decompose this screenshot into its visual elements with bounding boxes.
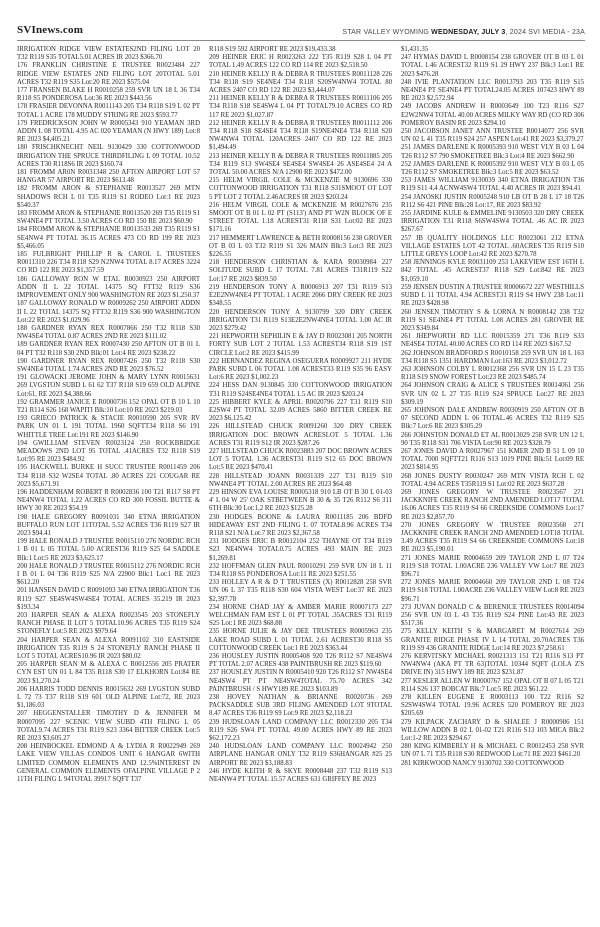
record-entry: 196 HADDENHAM ROBERT R R0002836 100 T21 R117 S8 PT NE4NW4 TOTAL 1.22 ACRES CO RD 300 FOSSIL BUTTE & HWY 30 RE 2023 $54.19 [17, 488, 200, 513]
record-entry: 225 HIBBERT KYLE & APRIL R0020796 227 T31 R119 S10 E2SW4 PT TOTAL 32.09 ACRES 5860 BITTER CREEK RE 2023 $6,125.42 [209, 398, 392, 423]
record-entry: 220 HENDERSON TONY A 9130799 320 DRY CREEK IRRIGATION T31 R119 S13E2E2NW4NE4 TOTAL 1.00 AC IR 2023 $279.42 [209, 308, 392, 332]
record-entry: 215 HELM VIRGIL COLE & MCKENZIE M 9130696 330 COTTONWOOD IRRIGATION T31 R118 S31SMOOT OT LOT 5 PT LOT 2 TOTAL 2.46ACRES IR 2023 $203.24 [209, 177, 392, 201]
tax-notice-columns [17, 41, 585, 784]
record-entry: 264 JOHNSON CRAIG & ALICE S TRUSTEES R0014061 256 SVR UN 02 L 27 T35 R119 S24 SPRUCE Lot:27 RE 2023 $309.19 [401, 382, 584, 406]
record-entry: 234 HORNE CHAD JAY & AMBER MARIE R0007173 227 WELCHMAN FAM EST L 01 PT TOTAL .35ACRES T31 R119 S25 Lot:1 RE 2023 $68.88 [209, 603, 392, 628]
record-entry: 228 HILLSTEAD JOANN R0031339 227 T31 R119 S10 NW4NE4 PT TOTAL 2.00 ACRES RE 2023 $64.48 [209, 472, 392, 488]
record-entry: 269 JONES GREGORY W TRUSTEE R0023567 271 JACKKNIFE CREEK RANCH 2ND AMENDED LOT17 TOTAL 16.06 ACRES T35 R119 S4 66 CREEKSIDE COMMONS Lot:17 RE 2023 $2,857.70 [401, 488, 584, 521]
record-entry: 255 JARDINE KULE & EMMELINE 9130503 320 DRY CREEK IRRIGATION T31 R118 S6SW4SW4 TOTAL .46 AC IR 2023 $267.67 [401, 210, 584, 234]
notice-column-3 [401, 46, 584, 784]
record-entry: 179 FREDRICKSON JOHN W R0005343 910 YEAMAN 3RD ADDN L 08 TOTAL 4.95 AC 020 YEAMAN (N HWY 189) Lot:8 RE 2023 $4,405.21 [17, 119, 200, 144]
masthead [17, 0, 585, 41]
record-entry: 192 GRAMMER JANICE E R0000736 152 OPAL OT B 10 L 10 T21 R114 S26 168 WAPITI Blk:10 Lot:10 RE 2023 $219.03 [17, 398, 200, 414]
issue-date: WEDNESDAY, JULY 3 [431, 29, 506, 36]
record-entry: 248 IVIE PLANTATION LLC R0013793 203 T35 R119 S15 NE4NE4 PT SE4NE4 PT TOTAL24.05 ACRES 107423 HWY 89 RE 2023 $2,572.94 [401, 78, 584, 103]
record-entry: IRRIGATION RIDGE VIEW ESTATES2ND FILING LOT 20 T32 R119 S35 TOTAL5.01 ACRES IR 2023 $366.70 [17, 46, 200, 62]
record-entry: 177 FRANSEN BLAKE H R0010258 259 SVR UN 18 L 36 T34 R118 S5 PONDEROSA Lot:36 RE 2023 $443.56 [17, 87, 200, 103]
record-entry: 203 HARPER SEAN & ALEXA R0023545 203 STONEFLY RANCH PHASE II LOT 5 TOTAL10.96 ACRES T35 R119 S24 STONEFLY Lot:5 RE 2023 $979.64 [17, 612, 200, 636]
record-entry: 176 FRANKLIN CHRISTINE E TRUSTEE R0023484 227 RIDGE VIEW ESTATES 2ND FILING LOT 20TOTAL 5.01 ACRES T32 R119 S35 Lot:20 RE 2023 $575.04 [17, 62, 200, 86]
issue-line [342, 29, 585, 36]
record-entry: 209 HEINER ERIC H R0023263 222 T35 R119 S28 L 04 PT TOTAL 1.49 ACRES 122 CO RD 114 RE 2023 $2,518.50 [209, 54, 392, 70]
record-entry: 193 GRIECO PATRICK & STACIE R0010590 205 SVR RV PARK UN 01 L 191 TOTAL 1960 SQFTT34 R118 S6 191 WHITTLE TREE Lot:191 RE 2023 $146.90 [17, 415, 200, 439]
record-entry: 230 HODGES BOONE & LAURA R0011185 206 BDFD HIDEAWAY EST 2ND FILING L 07 TOTAL8.96 ACRES T34 R118 S21 N/A Lot:7 RE 2023 $2,367.58 [209, 513, 392, 537]
record-entry: 212 HEINER KELLY R & DEBRA R TRUSTEES R0011112 206 T34 R118 S18 SE4SE4 T34 R118 S19NE4NE4 T34 R118 S20 NW4NW4 TOTAL 120ACRES 2407 CO RD 122 RE 2023 $1,494.49 [209, 119, 392, 152]
record-entry: 201 HANSEN DAVID C R0091093 340 ETNA IRRIGATION T36 R119 S27 SE4SW4SW4SE4 TOTAL ACRES 35.219 IR 2023 $193.34 [17, 587, 200, 611]
notice-column-1 [17, 46, 200, 784]
record-entry: 273 JUVAN DONALD C & BERENICE TRUSTEES R0014094 256 SVR UN 03 L 43 T35 R119 S24 PINE Lot:43 RE 2023 $517.36 [401, 603, 584, 628]
record-entry: 240 HUDSLOAN LAND COMPANY LLC R0024942 250 AIRPLANE HANGAR ONLY T32 R119 S36HANGAR #25 25 AIRPORT RE 2023 $3,188.83 [209, 743, 392, 767]
record-entry: 267 JONES DAVID A R0027967 151 KMER 2ND B 51 L 09 10 TOTAL 7000 SQFTT21 R116 S13 1019 PINE Blk:51 Lot:09 RE 2023 $814.95 [401, 447, 584, 472]
record-entry: 217 HEMMERT LAWRENCE & BETH R0008156 238 GROVER OT B 03 L 03 T32 R119 S1 326 MAIN Blk:3 Lot:3 RE 2023 $226.55 [209, 234, 392, 259]
record-entry: 183 FROMM ARON & STEPHANIE R0013520 269 T35 R119 S1 SW4NE4 PT TOTAL 3.50 ACRES CO RD 150 RE 2023 $60.90 [17, 210, 200, 226]
record-entry: 270 JONES GREGORY W TRUSTEE R0023568 271 JACKKNIFE CREEK RANCH 2ND AMENDED LOT18 TOTAL 3.49 ACRES T35 R119 S4 66 CREEKSIDE COMMONS Lot:18 RE 2023 $5,190.01 [401, 521, 584, 554]
record-entry: 247 HYMAS DAVID L R0008154 238 GROVER OT B 03 L 01 TOTAL 1.46 ACREST32 R119 S1 29 HWY 237 Blk:3 Lot:1 RE 2023 $476.28 [401, 54, 584, 78]
record-entry: 188 GARDNER RYAN REX R0007866 250 T32 R118 S30 NW4SE4 TOTAL 0.87 ACRES 2ND RE 2023 $111.02 [17, 324, 200, 341]
record-entry: 178 FRASIER DEVONNA R0011143 205 T34 R118 S19 L 02 PT TOTAL 1 ACRE 178 MUDDY STRING RE 2023 $593.77 [17, 103, 200, 119]
record-entry: 207 HEGGENSTALLER TIMOTHY D & JENNIFER M R0007095 227 SCENIC VIEW SUBD 4TH FILING L 05 TOTAL9.74 ACRES T31 R119 S23 3364 BITTER CREEK Lot:5 RE 2023 $3,605.27 [17, 710, 200, 743]
record-entry: 210 HEINER KELLY R & DEBRA R TRUSTEES R0011128 226 T34 R118 S19 SE4NE4 T34 R118 S20SW4NW4 TOTAL 80 ACRES 2407 CO RD 122 RE 2023 $3,444.07 [209, 70, 392, 95]
record-entry: 262 JOHNSON BRADFORD S R0010158 259 SVR UN 18 L 163 T34 R118 S5 1351 HARDMAN Lot:163 RE 2023 $3,012.72 [401, 349, 584, 365]
record-entry: 276 KERVITSKY MICHAEL R0021313 151 T21 R116 S13 PT NW4NW4 (AKA PT TR 63)TOTAL 10344 SQFT (LOLA Z'S DRIVE IN) 315 HWY 189 RE 2023 $231.87 [401, 653, 584, 677]
record-entry: 272 JONES MARIE R0004660 209 TAYLOR 2ND L 08 T24 R119 S18 TOTAL 1.00ACRE 236 VALLEY VIEW Lot:8 RE 2023 $96.71 [401, 579, 584, 603]
record-entry: 200 HALE RONALD J TRUSTEE R0015112 276 NORDIC RCH I B 01 L 04 T36 R119 S25 N/A 22900 Blk:1 Lot:1 RE 2023 $612.20 [17, 562, 200, 587]
record-entry: 184 FROMM ARON & STEPHANIE R0013533 269 T35 R119 S1 SE4NW4 PT TOTAL 36.15 ACRES 473 CO RD 199 RE 2023 $5,466.05 [17, 226, 200, 250]
record-entry: 198 HALE GREGORY R0091031 340 ETNA IRRIGATION BUFFALO RUN LOT 11TOTAL 5.52 ACRES T36 R119 S27 IR 2023 $94.41 [17, 513, 200, 537]
record-entry: 233 HOLLEY A R & D T TRUSTEES (X) R0012828 258 SVR UN 06 L 37 T35 R118 S30 604 VISTA WEST Lot:37 RE 2023 $2,397.78 [209, 579, 392, 603]
record-entry: 195 HACKWELL BURKE H SUCC TRUSTEE R0011459 206 T34 R118 S32 W2SE4 TOTAL .80 ACRES 221 COUGAR RE 2023 $5,671.91 [17, 464, 200, 488]
record-entry: 253 JAMES WILLIAM 9130039 340 ETNA IRRIGATION T36 R119 S11 4.4 ACNW4SW4 TOTAL 4.40 ACRES IR 2023 $94.41 [401, 177, 584, 193]
record-entry: 226 HILLSTEAD CHUCK R0091260 320 DRY CREEK IRRIGATION DOC BROWN ACRESLOT 5 TOTAL 1.36 ACRES T31 R119 S12 IR 2023 $287.26 [209, 423, 392, 447]
record-entry: 213 HEINER KELLY R & DEBRA R TRUSTEES R0011885 205 T34 R119 S13 SW4SE4 SE4SE4 SW4SE4 26 ASE4SE4 24 A TOTAL 50.00 ACRES N/A 12900 RE 2023 $472.00 [209, 152, 392, 177]
record-entry: 218 HENDERSON CHRISTIAN & KARA R0030984 227 SOLITUDE SUBD L 17 TOTAL 7.81 ACRES T31R119 S22 Lot:17 RE 2023 $839.50 [209, 259, 392, 283]
record-entry: 252 JAMES DARLENE K R0005392 910 WEST VLY B 03 L 05 T26 R112 S7 SMOKETREE Blk:3 Lot:5 RE 2023 $63.52 [401, 160, 584, 177]
record-entry: 232 HOFFMAN GLEN PAUL R0010291 259 SVR UN 18 L 11 T34 R118 S5 PONDEROSA Lot:11 RE 2023 $251.55 [209, 562, 392, 578]
issue-line-pre: STAR VALLEY WYOMING [342, 29, 432, 36]
record-entry: 180 FRISCHKNECHT NEIL 9130429 330 COTTONWOOD IRRIGATION THE SPRUCE THIRDFILING L 09 TOTAL 10.52 ACRES T30 R118S6 IR 2023 $160.74 [17, 144, 200, 168]
record-entry: 281 KIRKWOOD NANCY 9130702 330 COTTONWOOD [401, 759, 564, 767]
record-entry: R118 S19 592 AIRPORT RE 2023 $19,433.38 [209, 46, 336, 53]
record-entry: 191 GLOWACKI JEROME JOHN & MARY LYNN R0015631 269 LVGSTON SUBD L 61 62 T37 R118 S19 659 OLD ALPINE Lot:61, RE 2023 $4,388.66 [17, 374, 200, 398]
record-entry: 246 HYDE KEITH R & SKYE R0008448 237 T32 R119 S13 NE4NW4 PT TOTAL 15.57 ACRES 631 GRIFFEY RE 2023 [209, 767, 392, 784]
record-entry: 263 JOHNSON COLBY L R0012368 256 SVR UN 15 L 23 T35 R118 S19 SNOW FOREST Lot:23 RE 2023 $485.74 [401, 365, 584, 382]
record-entry: 236 HOUSLEY JUSTIN R0005408 920 T26 R112 S7 NE4SW4 PT TOTAL 2.07 ACRES 438 PAINTBRUSH RE 2023 $119.60 [209, 653, 392, 669]
record-entry: 205 HARPER SEAN M & ALEXA C R0012556 205 PRATER CYN EST UN 01 L 84 T35 R118 S30 17 ELKHORN Lot:84 RE 2023 $1,270.24 [17, 661, 200, 685]
record-entry: 229 HINSON EVA LOUISE R0005318 910 LB OT B 30 L 01-03 4' L 04 W 25' OAK STBETWEEN B 30 & 35 T26 R112 S6 311 6TH Blk:30 Lot:1,2 RE 2023 $125.28 [209, 488, 392, 513]
record-entry: $1,431.35 [401, 46, 429, 53]
record-entry: 261 JHEPWORTH RD LLC R0015359 271 T36 R119 S33 NE4SE4 TOTAL 40.00 ACRES CO RD 114 RE 2023 $167.52 [401, 333, 584, 349]
record-entry: 279 KILPACK ZACHARY D & SHALEE J R0000986 151 WILLOW ADDN B 02 L 01-02 T21 R116 S13 103 MICA Blk:2 Lot:1-2 RE 2023 $294.67 [401, 718, 584, 743]
record-entry: 224 HESS DAN 9130845 330 COTTONWOOD IRRIGATION T31 R119 S24SE4NE4 TOTAL 1.5 AC IR 2023 $203.24 [209, 382, 392, 398]
record-entry: 260 JENSEN TIMOTHY S & LORNA N R0008142 238 T32 R119 S1 SE4NE4 PT TOTAL 1.08 ACRES 281 GROVER RE 2023 $349.84 [401, 308, 584, 332]
notice-column-2 [209, 46, 392, 784]
record-entry: 239 HUDSLOAN LAND COMPANY LLC R0012330 205 T34 R119 S26 SW4 PT TOTAL 49.00 ACRES HWY 89 RE 2023 $62,172.23 [209, 718, 392, 743]
record-entry: 199 HALE RONALD J TRUSTEE R0015110 276 NORDIC RCH 1 B 01 L 05 TOTAL 5.00 ACREST36 R119 S25 64 SADDLE Blk:1 Lot:5 RE 2023 $3,625.17 [17, 538, 200, 562]
record-entry: 181 FROMM AR0N R0031348 250 AFTON AIRPORT LOT 57 HANGAR 57 AIRPORT RE 2023 $613.48 [17, 169, 200, 185]
record-entry: 216 HELM VIRGIL COLE & MCKENZIE M R0027676 235 SMOOT OT B 01 L 02 PT (S113') AND PT W2N BLOCK OF E STREET TOTAL 1.18 ACREST31 R118 S31 Lot:02 RE 2023 $171.16 [209, 201, 392, 234]
record-entry: 187 GALLOWAY RONALD W R0009262 250 AIRPORT ADDN II L 22 TOTAL 14375 SQ FTT32 R119 S36 900 WASHINGTON Lot:22 RE 2023 $1,029.96 [17, 300, 200, 324]
record-entry: 185 FULBRIGHT PHILLIP R & CAROL L TRUSTEES R0011310 226 T34 R118 S29 N2NW4 TOTAL 8.17 ACRES 3224 CO RD 122 RE 2023 $1,357.59 [17, 251, 200, 275]
record-entry: 259 JENSEN DUSTIN A TRUSTEE R0006672 227 WESTHILLS SUBD L 11 TOTAL 4.94 ACREST31 R119 S4 HWY 238 Lot:11 RE 2023 $428.98 [401, 283, 584, 308]
record-entry: 275 KELLY KEITH S & MARGARET M R0027614 269 GRANITE RIDGE PHASE IV L 14 TOTAL 20.70ACRES T36 R119 S9 436 GRANITE RIDGE Lot:14 RE 2023 $7,258.61 [401, 628, 584, 652]
record-entry: 206 HARRIS TODD DENNIS R0015632 269 LVGSTON SUBD L 72 73 T37 R118 S19 601 OLD ALPINE Lot:72, RE 2023 $1,186.03 [17, 685, 200, 710]
record-entry: 208 HEINBOCKEL EDMOND A & LYDIA R R0022949 269 LAKE VIEW VILLAS CONDOS UNIT 6 HANGAR 6WITH LIMITED COMMON ELEMENTS AND 12.5%INTEREST IN GENERAL COMMON ELEMENTS OFALPINE VILLAGE P 2 11TH FILING L 94TOTAL 39917 SQFT T37 [17, 743, 200, 784]
record-entry: 222 HERNANDEZ REGINA OSEGUERA R0009927 211 HYDE PARK SUBD L 06 TOTAL 1.08 ACREST33 R119 S35 96 EASY Lot:6 RE 2023 $1,002.23 [209, 357, 392, 382]
record-entry: 257 JB QUALITY HOLDINGS LLC R0023061 212 ETNA VILLAGE ESTATES LOT 42 TOTAL .60ACRES T35 R119 S10 LITTLE GREYS LOOP Lot:42 RE 2023 $270.78 [401, 234, 584, 259]
record-entry: 271 JONES MARIE R0004659 209 TAYLOR 2ND L 07 T24 R119 S18 TOTAL 1.00ACRE 236 VALLEY VW Lot:7 RE 2023 $96.71 [401, 554, 584, 578]
record-entry: 227 HILLSTEAD CHUCK R0023883 207 DOC BROWN ACRES LOT 5 TOTAL 1.36 ACREST31 R119 S12 65 DOC BROWN Lot:5 RE 2023 $470.41 [209, 447, 392, 472]
record-entry: 221 HEPWORTH SEPHILIN E & JAY D R0023081 205 NORTH FORTY SUB LOT 2 TOTAL 1.53 ACREST34 R118 S19 1ST CIRCLE Lot:2 RE 2023 $415.99 [209, 333, 392, 357]
site-name: SVInews.com [17, 24, 84, 36]
record-entry: 190 GARDNER RYAN REX R0007426 250 T32 R118 S30 SW4NE4 TOTAL 1.74 ACRES 2ND RE 2023 $76.52 [17, 357, 200, 373]
record-entry: 265 JOHNSON DALE ANDREW R0030919 250 AFTON OT B 07 SECOND ADDN L 06 TOTAL.46 ACRES T32 R119 S25 Blk:7 Lot:6 RE 2023 $305.29 [401, 406, 584, 431]
record-entry: 268 JONES DUSTY R0030247 269 MTN VISTA RCH L 02 TOTAL 4.94 ACRES T35R119 S1 Lot:02 RE 2023 $637.28 [401, 472, 584, 488]
record-entry: 250 JACOBSON JANET ANN TRUSTEE R0014077 256 SVR UN 02 L 41 T35 R119 S24 257 ASPEN Lot:41 RE 2023 $3,379.27 [401, 128, 584, 144]
record-entry: 237 HOUSLEY JUSTIN N R0005410 920 T26 R112 S7 NW4SE4 NE4SW4 PT PT NE4SW4TOTAL 75.70 ACRES 342 PAINTBRUSH / S HWY189 RE 2023 $103.89 [209, 669, 392, 693]
record-entry: 186 GALLOWAY RON W ETAL R0030923 250 AIRPORT ADDN II L 22 TOTAL 14375 SQ FTT32 R119 S36 IMPROVEMENT ONLY 900 WASHINGTON RE 2023 $1,250.37 [17, 275, 200, 300]
record-entry: 277 KESLER ALLEN W R0000767 152 OPAL OT B 07 L 05 T21 R114 S26 137 BOBCAT Blk:7 Lot:5 RE 2023 $61.22 [401, 677, 584, 693]
record-entry: 258 JENNINGS KYLE R0031109 253 LAKEVIEW EST 16TH L 842 TOTAL .45 ACREST37 R118 S29 Lot:842 RE 2023 $1,059.10 [401, 259, 584, 283]
record-entry: 194 GWILLIAM STEVEN R0023124 250 ROCKBRIDGE MEADOWS 2ND LOT 95 TOTAL .41ACRES T32 R118 S19 Lot:95 RE 2023 $484.92 [17, 439, 200, 464]
record-entry: 238 HOVEY NATHAN & BRIANNE R0020736 269 PACKSADDLE SUB 3RD FILING AMENDED LOT 9TOTAL 8.47 ACRES T36 R119 S9 Lot:9 RE 2023 $2,118.23 [209, 694, 392, 718]
record-entry: 219 HENDERSON TONY A R0006913 207 T31 R119 S13 E2E2NW4NE4 PT TOTAL 1 ACRE 2066 DRY CREEK RE 2023 $348.55 [209, 283, 392, 308]
record-entry: 280 KING KIMBERLY H & MICHAEL C R0012453 258 SVR UN 07 L 71 T35 R118 S30 REDWOOD Lot:71 RE 2023 $461.20 [401, 743, 584, 759]
record-entry: 204 HARPER SEAN & ALEXA R0091102 310 EASTSIDE IRRIGATION T35 R119 S 24 STONEFLY RANCH PHASE II LOT 5 TOTAL ACRES10.96 IR 2023 $80.02 [17, 636, 200, 661]
record-entry: 278 KILLEN EUGENE E R0003113 100 T22 R116 S2 S2SW4SW4 TOTAL 19.96 ACRES 520 POMEROY RE 2023 $205.69 [401, 694, 584, 718]
record-entry: 211 HEINER KELLY R & DEBRA R TRUSTEES R0011106 205 T34 R118 S18 SE4SW4 L 04 PT TOTAL79.10 ACRES CO RD 117 RE 2023 $1,027.87 [209, 95, 392, 119]
issue-line-post: , 2024 SVI MEDIA - 23A [505, 29, 585, 36]
record-entry: 249 JACOBS ANDREW H R0003649 100 T23 R116 S27 E2W2NW4 TOTAL 40.00 ACRES MILKY WAY RD (CO RD 306 POMEROY BASIN RE 2023 $294.10 [401, 103, 584, 127]
record-entry: 235 HORNE JULIE & JAY DEE TRUSTEES R0005963 235 LAKE ROAD SUBD L 01 TOTAL 2.61 ACREST30 R118 S5 COTTONWOOD CREEK Lot:1 RE 2023 $363.44 [209, 628, 392, 652]
record-entry: 266 JOHNSTON DONALD ET AL R0013029 258 SVR UN 12 L 90 T35 R118 S31 706 VISTA Lot:90 RE 2023 $328.79 [401, 431, 584, 447]
record-entry: 231 HODGES ERIC B R0012104 252 THAYNE OT T34 R119 S23 NE4NW4 TOTAL0.75 ACRES 493 MAIN RE 2023 $1,269.81 [209, 538, 392, 562]
record-entry: 189 GARDNER RYAN REX R0007430 250 AFTON OT B 01 L 04 PT T32 R118 S30 2ND Blk:01 Lot:4 RE 2023 $238.22 [17, 341, 200, 357]
record-entry: 254 JANOSKI JUSTIN R0005248 910 LB OT B 28 L 17 18 T26 R112 S6 421 PINE Blk:28 Lot:17, RE 2023 $83.92 [401, 193, 584, 209]
record-entry: 251 JAMES DARLENE K R0005393 910 WEST VLY B 03 L 04 T26 R112 S7 790 SMOKETREE Blk:3 Lot:4 RE 2023 $662.90 [401, 144, 584, 160]
record-entry: 182 FROMM ARON & STEPHANIE R0013527 269 MTN SHADOWS RCH L 01 T35 R119 S1 RODEO Lot:1 RE 2023 $540.37 [17, 185, 200, 209]
